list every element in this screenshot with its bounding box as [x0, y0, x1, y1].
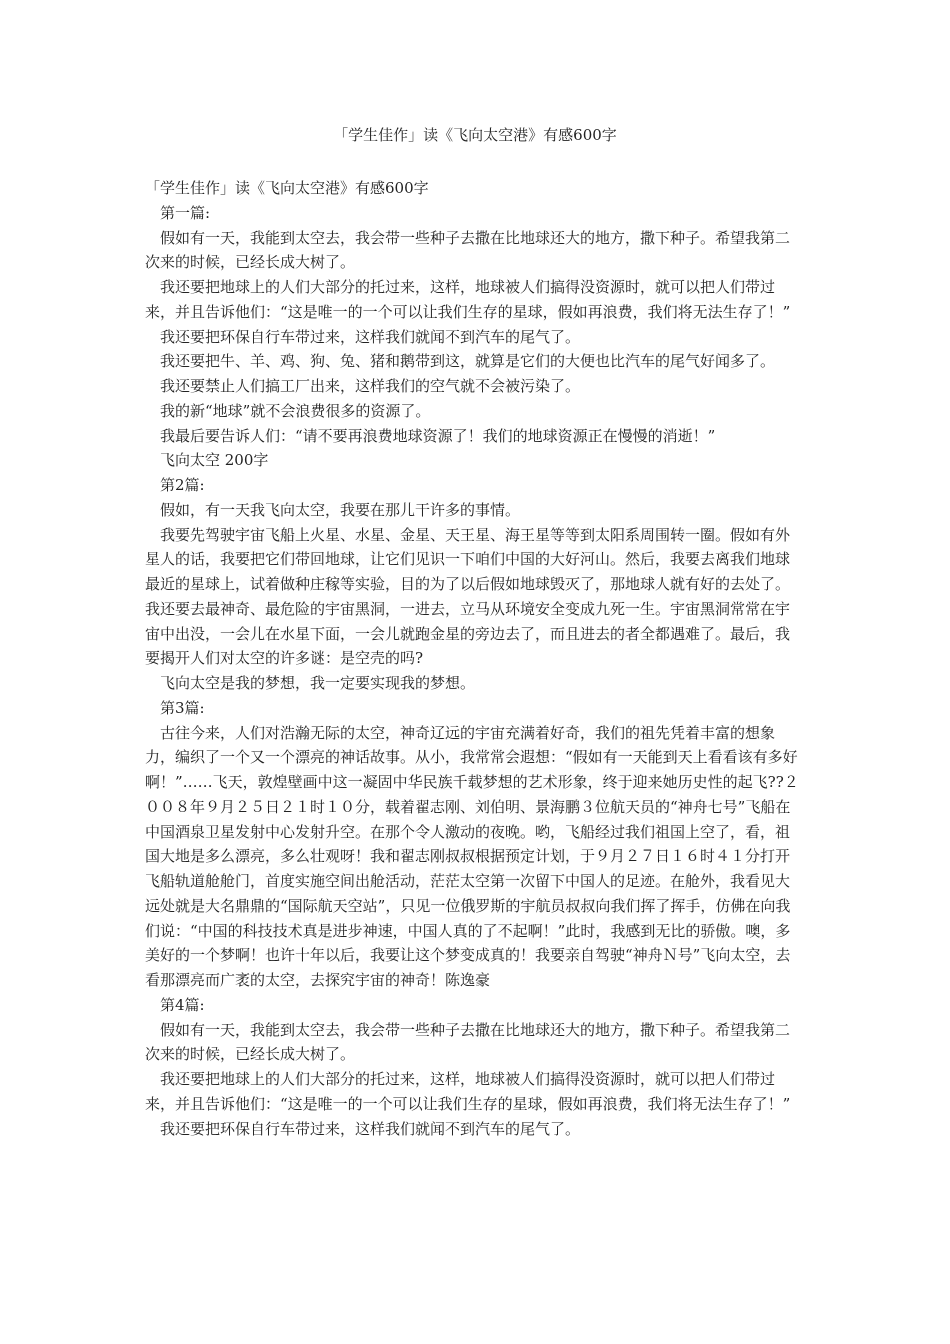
paragraph: 我还要把牛、羊、鸡、狗、兔、猪和鹅带到这，就算是它们的大便也比汽车的尾气好闻多了。: [160, 352, 776, 371]
document-body: [145, 176, 803, 1141]
paragraph: 假如有一天，我能到太空去，我会带一些种子去撒在比地球还大的地方，撒下种子。希望我第二次来的时候，已经长成大树了。: [145, 1020, 791, 1064]
document-title: 「学生佳作」读《飞向太空港》有感600字: [333, 126, 617, 144]
section-heading: 第4篇:: [160, 995, 205, 1014]
paragraph: 我还要把地球上的人们大部分的托过来，这样，地球被人们搞得没资源时，就可以把人们带过来，并且告诉他们：“这是唯一的一个可以让我们生存的星球，假如再浪费，我们将无法生存了！”: [145, 278, 791, 321]
paragraph: 我要先驾驶宇宙飞船上火星、水星、金星、天王星、海王星等等到太阳系周围转一圈。假如有外星人的话，我要把它们带回地球，让它们见识一下咱们中国的大好河山。然后，我要去离我们地球最近的星球上，试着做种庄稼等实验，目的为了以后假如地球毁灭了，那地球人就有好的去处了。我还要去最神奇、最危险的宇宙黑洞，一进去，立马从环境安全变成九死一生。宇宙黑洞常常在宇宙中出没，一会儿在水星下面，一会儿就跑金星的旁边去了，而且进去的者全都遇难了。最后，我要揭开人们对太空的许多谜：是空壳的吗?: [145, 525, 791, 668]
paragraph: 我还要禁止人们搞工厂出来，这样我们的空气就不会被污染了。: [160, 377, 581, 395]
paragraph: 我还要把地球上的人们大部分的托过来，这样，地球被人们搞得没资源时，就可以把人们带过来，并且告诉他们：“这是唯一的一个可以让我们生存的星球，假如再浪费，我们将无法生存了！”: [145, 1070, 791, 1113]
paragraph: 假如有一天，我能到太空去，我会带一些种子去撒在比地球还大的地方，撒下种子。希望我第二次来的时候，已经长成大树了。: [145, 228, 791, 272]
paragraph: 我的新“地球”就不会浪费很多的资源了。: [160, 401, 431, 420]
section-heading: 第2篇:: [160, 476, 205, 494]
paragraph: 古往今来，人们对浩瀚无际的太空，神奇辽远的宇宙充满着好奇，我们的祖先凭着丰富的想象力，编织了一个又一个漂亮的神话故事。从小，我常常会遐想：“假如有一天能到天上看看该有多好啊！”……飞天，敦煌壁画中这一凝固中华民族千载梦想的艺术形象，终于迎来她历史性的起飞??２００８年９月２５日２１时１０分，载着翟志刚、刘伯明、景海鹏３位航天员的“神舟七号”飞船在中国酒泉卫星发射中心发射升空。在那个令人激动的夜晚。哟，飞船经过我们祖国上空了，看，祖国大地是多么漂亮，多么壮观呀！我和翟志刚叔叔根据预定计划，于９月２７日１６时４１分打开飞船轨道舱舱门，首度实施空间出舱活动，茫茫太空第一次留下中国人的足迹。在舱外，我看见大远处就是大名鼎鼎的“国际航天空站”，只见一位俄罗斯的宇航员叔叔向我们挥了挥手，仿佛在向我们说：“中国的科技技术真是进步神速，中国人真的了不起啊！”此时，我感到无比的骄傲。噢，多美好的一个梦啊！也许十年以后，我要让这个梦变成真的！我要亲自驾驶“神舟Ｎ号”飞向太空，去看那漂亮而广袤的太空，去探究宇宙的神奇！陈逸豪: [145, 723, 799, 989]
section-heading: 第3篇:: [160, 698, 205, 717]
subtitle-paragraph: 「学生佳作」读《飞向太空港》有感600字: [145, 179, 429, 197]
paragraph: 飞向太空是我的梦想，我一定要实现我的梦想。: [160, 674, 476, 692]
paragraph: 假如，有一天我飞向太空，我要在那儿干许多的事情。: [160, 500, 521, 519]
section-heading: 飞向太空 200字: [160, 451, 269, 470]
paragraph: 我最后要告诉人们：“请不要再浪费地球资源了！我们的地球资源正在慢慢的消逝！”: [160, 426, 716, 445]
paragraph: 我还要把环保自行车带过来，这样我们就闻不到汽车的尾气了。: [160, 1119, 581, 1138]
paragraph: 我还要把环保自行车带过来，这样我们就闻不到汽车的尾气了。: [160, 327, 581, 346]
section-heading: 第一篇:: [160, 203, 211, 222]
